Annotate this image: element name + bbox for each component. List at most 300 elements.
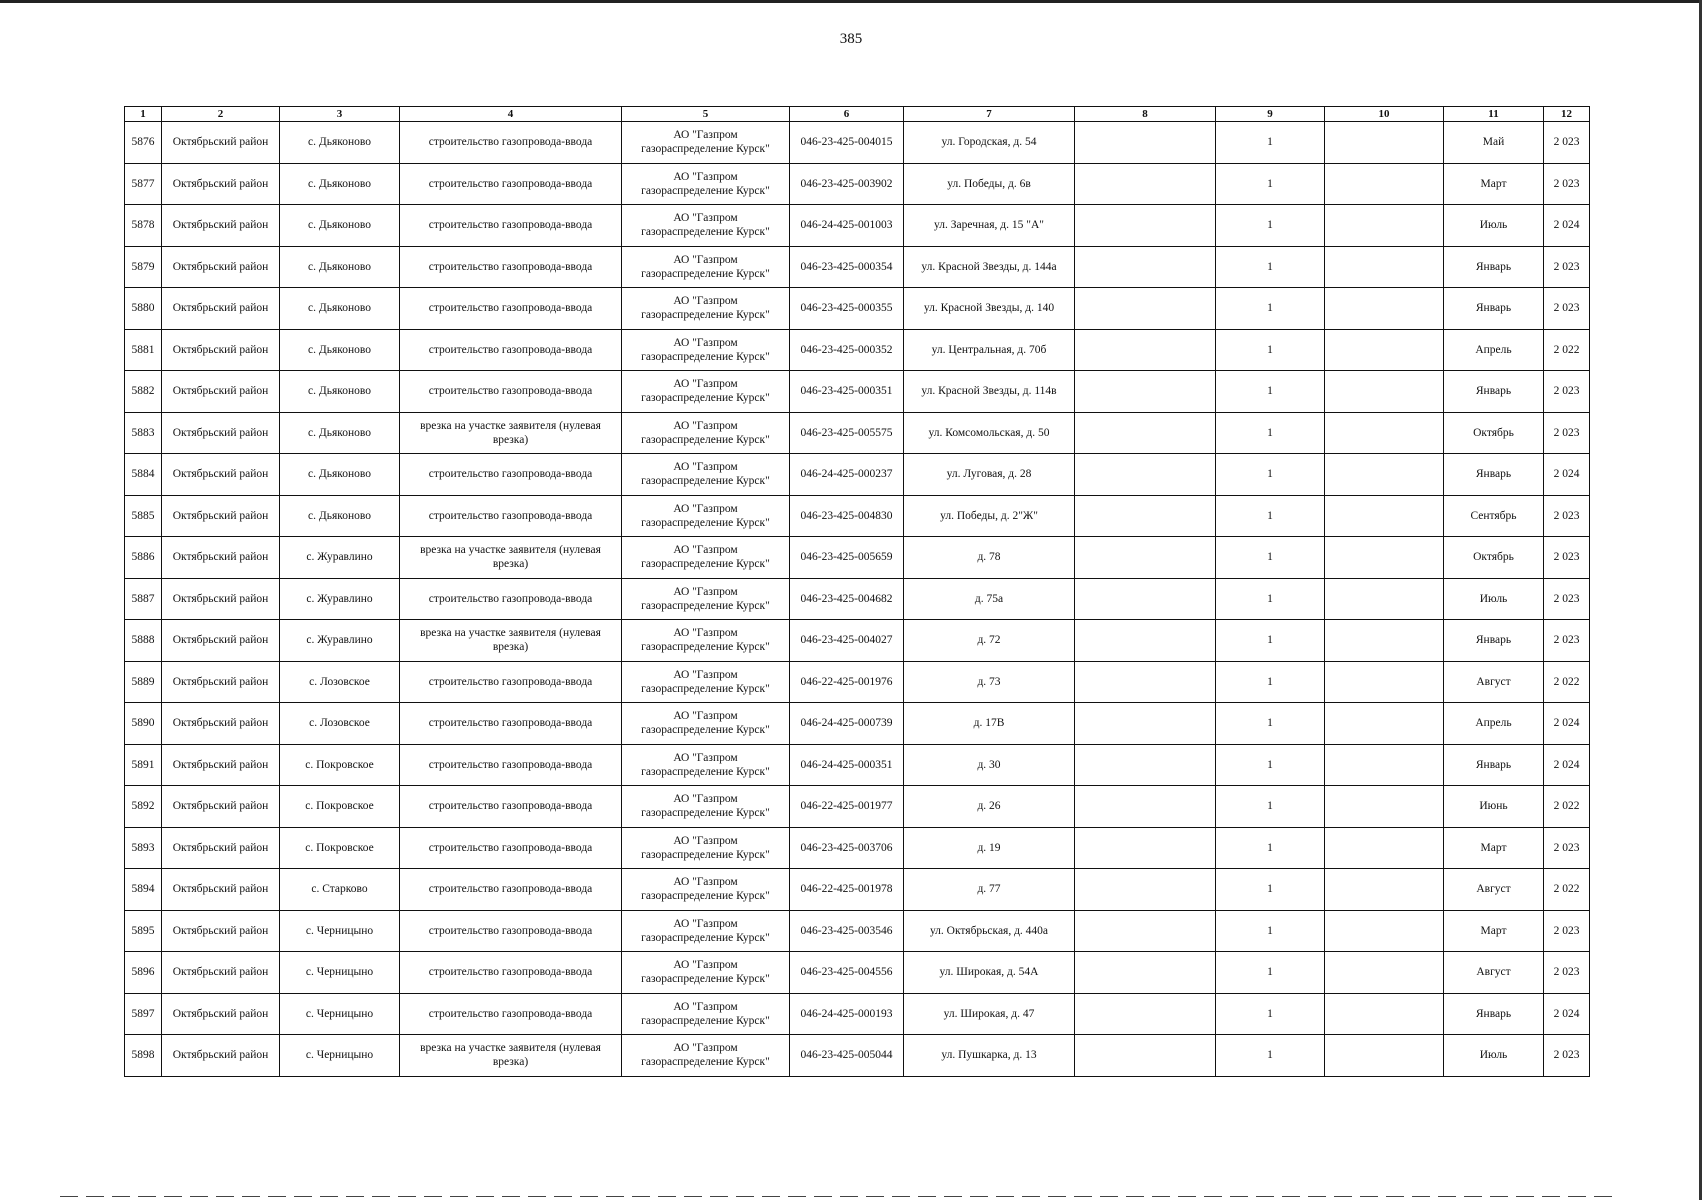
column-8-cell (1075, 412, 1216, 454)
year-cell: 2 022 (1544, 329, 1590, 371)
organization-line-2: газораспределение Курск" (641, 765, 770, 778)
organization-cell (622, 661, 790, 703)
column-8-cell (1075, 537, 1216, 579)
month-cell: Январь (1444, 620, 1544, 662)
application-code-cell: 046-22-425-001976 (790, 661, 904, 703)
address-cell: ул. Красной Звезды, д. 140 (904, 288, 1075, 330)
organization-line-2: газораспределение Курск" (641, 433, 770, 446)
column-8-cell (1075, 620, 1216, 662)
work-type-cell: строительство газопровода-ввода (400, 993, 622, 1035)
organization-line-2: газораспределение Курск" (641, 724, 770, 737)
quantity-cell: 1 (1216, 329, 1325, 371)
register-table (124, 106, 1590, 1077)
settlement-cell: с. Черницыно (280, 952, 400, 994)
month-cell: Январь (1444, 246, 1544, 288)
table-row (125, 827, 1590, 869)
organization-line-1: АО "Газпром (673, 751, 738, 764)
month-cell: Январь (1444, 993, 1544, 1035)
organization-cell (622, 412, 790, 454)
settlement-cell: с. Дьяконово (280, 371, 400, 413)
address-cell: ул. Победы, д. 6в (904, 163, 1075, 205)
application-code-cell: 046-23-425-003902 (790, 163, 904, 205)
settlement-cell: с. Лозовское (280, 661, 400, 703)
district-cell: Октябрьский район (162, 869, 280, 911)
table-row (125, 246, 1590, 288)
organization-cell (622, 869, 790, 911)
settlement-cell: с. Дьяконово (280, 163, 400, 205)
column-header: 2 (162, 107, 280, 122)
row-number: 5891 (125, 744, 162, 786)
month-cell: Октябрь (1444, 412, 1544, 454)
table-row (125, 703, 1590, 745)
quantity-cell: 1 (1216, 495, 1325, 537)
organization-line-2: газораспределение Курск" (641, 641, 770, 654)
district-cell: Октябрьский район (162, 288, 280, 330)
year-cell: 2 023 (1544, 495, 1590, 537)
month-cell: Июль (1444, 1035, 1544, 1077)
address-cell: д. 26 (904, 786, 1075, 828)
quantity-cell: 1 (1216, 412, 1325, 454)
settlement-cell: с. Дьяконово (280, 122, 400, 164)
settlement-cell: с. Покровское (280, 827, 400, 869)
organization-line-2: газораспределение Курск" (641, 516, 770, 529)
organization-line-1: АО "Газпром (673, 502, 738, 515)
district-cell: Октябрьский район (162, 744, 280, 786)
organization-line-1: АО "Газпром (673, 959, 738, 972)
settlement-cell: с. Старково (280, 869, 400, 911)
column-header: 8 (1075, 107, 1216, 122)
table-row (125, 993, 1590, 1035)
organization-line-2: газораспределение Курск" (641, 973, 770, 986)
table-row (125, 122, 1590, 164)
district-cell: Октябрьский район (162, 827, 280, 869)
organization-cell (622, 454, 790, 496)
column-8-cell (1075, 993, 1216, 1035)
settlement-cell: с. Покровское (280, 786, 400, 828)
quantity-cell: 1 (1216, 993, 1325, 1035)
district-cell: Октябрьский район (162, 495, 280, 537)
organization-cell (622, 122, 790, 164)
month-cell: Март (1444, 827, 1544, 869)
application-code-cell: 046-23-425-003546 (790, 910, 904, 952)
table-row (125, 371, 1590, 413)
address-cell: ул. Октябрьская, д. 440а (904, 910, 1075, 952)
quantity-cell: 1 (1216, 1035, 1325, 1077)
settlement-cell: с. Лозовское (280, 703, 400, 745)
month-cell: Август (1444, 952, 1544, 994)
year-cell: 2 022 (1544, 869, 1590, 911)
row-number: 5882 (125, 371, 162, 413)
work-type-cell: строительство газопровода-ввода (400, 246, 622, 288)
table-row (125, 910, 1590, 952)
application-code-cell: 046-23-425-005044 (790, 1035, 904, 1077)
month-cell: Март (1444, 910, 1544, 952)
work-type-cell: строительство газопровода-ввода (400, 205, 622, 247)
column-10-cell (1325, 952, 1444, 994)
organization-line-1: АО "Газпром (673, 917, 738, 930)
address-cell: ул. Широкая, д. 54А (904, 952, 1075, 994)
address-cell: ул. Победы, д. 2"Ж" (904, 495, 1075, 537)
work-type-cell: строительство газопровода-ввода (400, 163, 622, 205)
organization-line-2: газораспределение Курск" (641, 143, 770, 156)
settlement-cell: с. Дьяконово (280, 495, 400, 537)
district-cell: Октябрьский район (162, 122, 280, 164)
year-cell: 2 023 (1544, 620, 1590, 662)
register-body (125, 122, 1590, 1077)
table-row (125, 205, 1590, 247)
settlement-cell: с. Журавлино (280, 620, 400, 662)
address-cell: д. 78 (904, 537, 1075, 579)
address-cell: ул. Красной Звезды, д. 144а (904, 246, 1075, 288)
row-number: 5885 (125, 495, 162, 537)
work-type-cell: строительство газопровода-ввода (400, 952, 622, 994)
organization-cell (622, 288, 790, 330)
column-10-cell (1325, 246, 1444, 288)
column-10-cell (1325, 122, 1444, 164)
address-cell: ул. Пушкарка, д. 13 (904, 1035, 1075, 1077)
settlement-cell: с. Черницыно (280, 910, 400, 952)
column-header: 6 (790, 107, 904, 122)
year-cell: 2 024 (1544, 205, 1590, 247)
month-cell: Январь (1444, 371, 1544, 413)
work-type-cell: строительство газопровода-ввода (400, 744, 622, 786)
organization-cell (622, 703, 790, 745)
application-code-cell: 046-22-425-001978 (790, 869, 904, 911)
quantity-cell: 1 (1216, 786, 1325, 828)
row-number: 5897 (125, 993, 162, 1035)
application-code-cell: 046-23-425-000355 (790, 288, 904, 330)
settlement-cell: с. Дьяконово (280, 454, 400, 496)
district-cell: Октябрьский район (162, 578, 280, 620)
table-row (125, 495, 1590, 537)
organization-line-1: АО "Газпром (673, 627, 738, 640)
address-cell: ул. Городская, д. 54 (904, 122, 1075, 164)
column-8-cell (1075, 827, 1216, 869)
organization-cell (622, 993, 790, 1035)
organization-cell (622, 329, 790, 371)
year-cell: 2 023 (1544, 288, 1590, 330)
year-cell: 2 022 (1544, 786, 1590, 828)
column-8-cell (1075, 578, 1216, 620)
settlement-cell: с. Дьяконово (280, 205, 400, 247)
year-cell: 2 024 (1544, 993, 1590, 1035)
row-number: 5877 (125, 163, 162, 205)
column-10-cell (1325, 869, 1444, 911)
quantity-cell: 1 (1216, 163, 1325, 205)
year-cell: 2 023 (1544, 910, 1590, 952)
district-cell: Октябрьский район (162, 454, 280, 496)
table-row (125, 744, 1590, 786)
row-number: 5879 (125, 246, 162, 288)
column-8-cell (1075, 869, 1216, 911)
column-8-cell (1075, 246, 1216, 288)
quantity-cell: 1 (1216, 578, 1325, 620)
organization-line-2: газораспределение Курск" (641, 848, 770, 861)
quantity-cell: 1 (1216, 205, 1325, 247)
column-header-row (125, 107, 1590, 122)
organization-line-2: газораспределение Курск" (641, 184, 770, 197)
column-8-cell (1075, 495, 1216, 537)
month-cell: Май (1444, 122, 1544, 164)
application-code-cell: 046-24-425-000351 (790, 744, 904, 786)
table-row (125, 454, 1590, 496)
row-number: 5894 (125, 869, 162, 911)
month-cell: Январь (1444, 454, 1544, 496)
organization-cell (622, 952, 790, 994)
column-8-cell (1075, 329, 1216, 371)
table-row (125, 329, 1590, 371)
month-cell: Апрель (1444, 703, 1544, 745)
address-cell: ул. Комсомольская, д. 50 (904, 412, 1075, 454)
organization-line-1: АО "Газпром (673, 876, 738, 889)
organization-cell (622, 537, 790, 579)
district-cell: Октябрьский район (162, 786, 280, 828)
application-code-cell: 046-23-425-005575 (790, 412, 904, 454)
address-cell: ул. Красной Звезды, д. 114в (904, 371, 1075, 413)
column-header: 4 (400, 107, 622, 122)
year-cell: 2 023 (1544, 952, 1590, 994)
organization-line-2: газораспределение Курск" (641, 392, 770, 405)
column-header: 12 (1544, 107, 1590, 122)
organization-line-1: АО "Газпром (673, 336, 738, 349)
column-8-cell (1075, 163, 1216, 205)
column-10-cell (1325, 537, 1444, 579)
scan-bottom-edge (60, 1196, 1620, 1197)
table-row (125, 163, 1590, 205)
table-row (125, 288, 1590, 330)
year-cell: 2 023 (1544, 1035, 1590, 1077)
quantity-cell: 1 (1216, 537, 1325, 579)
column-10-cell (1325, 910, 1444, 952)
column-8-cell (1075, 1035, 1216, 1077)
work-type-cell: строительство газопровода-ввода (400, 827, 622, 869)
district-cell: Октябрьский район (162, 910, 280, 952)
work-type-cell: врезка на участке заявителя (нулевая врезка) (400, 537, 622, 579)
application-code-cell: 046-24-425-001003 (790, 205, 904, 247)
column-10-cell (1325, 329, 1444, 371)
district-cell: Октябрьский район (162, 246, 280, 288)
column-10-cell (1325, 412, 1444, 454)
address-cell: ул. Центральная, д. 70б (904, 329, 1075, 371)
column-8-cell (1075, 122, 1216, 164)
work-type-cell: врезка на участке заявителя (нулевая врезка) (400, 1035, 622, 1077)
year-cell: 2 024 (1544, 744, 1590, 786)
address-cell: д. 75а (904, 578, 1075, 620)
organization-line-1: АО "Газпром (673, 793, 738, 806)
column-10-cell (1325, 288, 1444, 330)
organization-line-2: газораспределение Курск" (641, 1056, 770, 1069)
year-cell: 2 023 (1544, 163, 1590, 205)
organization-line-2: газораспределение Курск" (641, 350, 770, 363)
address-cell: д. 72 (904, 620, 1075, 662)
organization-cell (622, 910, 790, 952)
column-10-cell (1325, 827, 1444, 869)
table-row (125, 537, 1590, 579)
column-header: 1 (125, 107, 162, 122)
scan-border-top (0, 0, 1702, 3)
organization-cell (622, 744, 790, 786)
application-code-cell: 046-23-425-004830 (790, 495, 904, 537)
settlement-cell: с. Дьяконово (280, 412, 400, 454)
row-number: 5892 (125, 786, 162, 828)
work-type-cell: строительство газопровода-ввода (400, 371, 622, 413)
quantity-cell: 1 (1216, 454, 1325, 496)
row-number: 5884 (125, 454, 162, 496)
row-number: 5893 (125, 827, 162, 869)
column-10-cell (1325, 620, 1444, 662)
organization-line-1: АО "Газпром (673, 834, 738, 847)
work-type-cell: строительство газопровода-ввода (400, 910, 622, 952)
month-cell: Сентябрь (1444, 495, 1544, 537)
work-type-cell: строительство газопровода-ввода (400, 578, 622, 620)
column-8-cell (1075, 288, 1216, 330)
organization-line-1: АО "Газпром (673, 461, 738, 474)
column-10-cell (1325, 578, 1444, 620)
year-cell: 2 024 (1544, 454, 1590, 496)
organization-cell (622, 246, 790, 288)
quantity-cell: 1 (1216, 288, 1325, 330)
column-10-cell (1325, 454, 1444, 496)
work-type-cell: врезка на участке заявителя (нулевая врезка) (400, 412, 622, 454)
column-8-cell (1075, 952, 1216, 994)
district-cell: Октябрьский район (162, 952, 280, 994)
column-header: 7 (904, 107, 1075, 122)
table-row (125, 412, 1590, 454)
column-10-cell (1325, 993, 1444, 1035)
column-10-cell (1325, 205, 1444, 247)
district-cell: Октябрьский район (162, 1035, 280, 1077)
month-cell: Август (1444, 661, 1544, 703)
month-cell: Август (1444, 869, 1544, 911)
column-header: 3 (280, 107, 400, 122)
organization-line-2: газораспределение Курск" (641, 931, 770, 944)
organization-line-2: газораспределение Курск" (641, 226, 770, 239)
column-8-cell (1075, 454, 1216, 496)
address-cell: д. 30 (904, 744, 1075, 786)
organization-line-2: газораспределение Курск" (641, 475, 770, 488)
organization-line-2: газораспределение Курск" (641, 309, 770, 322)
month-cell: Апрель (1444, 329, 1544, 371)
column-8-cell (1075, 703, 1216, 745)
table-row (125, 786, 1590, 828)
settlement-cell: с. Журавлино (280, 537, 400, 579)
column-10-cell (1325, 1035, 1444, 1077)
organization-line-2: газораспределение Курск" (641, 267, 770, 280)
column-header: 5 (622, 107, 790, 122)
settlement-cell: с. Черницыно (280, 1035, 400, 1077)
application-code-cell: 046-24-425-000237 (790, 454, 904, 496)
settlement-cell: с. Дьяконово (280, 246, 400, 288)
year-cell: 2 023 (1544, 122, 1590, 164)
settlement-cell: с. Журавлино (280, 578, 400, 620)
address-cell: д. 19 (904, 827, 1075, 869)
row-number: 5876 (125, 122, 162, 164)
table-row (125, 952, 1590, 994)
quantity-cell: 1 (1216, 827, 1325, 869)
column-10-cell (1325, 495, 1444, 537)
quantity-cell: 1 (1216, 620, 1325, 662)
column-10-cell (1325, 703, 1444, 745)
month-cell: Январь (1444, 744, 1544, 786)
organization-cell (622, 827, 790, 869)
month-cell: Октябрь (1444, 537, 1544, 579)
district-cell: Октябрьский район (162, 537, 280, 579)
column-10-cell (1325, 786, 1444, 828)
work-type-cell: строительство газопровода-ввода (400, 661, 622, 703)
address-cell: ул. Заречная, д. 15 "А" (904, 205, 1075, 247)
row-number: 5890 (125, 703, 162, 745)
table-row (125, 661, 1590, 703)
district-cell: Октябрьский район (162, 703, 280, 745)
organization-line-2: газораспределение Курск" (641, 599, 770, 612)
organization-line-1: АО "Газпром (673, 668, 738, 681)
row-number: 5886 (125, 537, 162, 579)
address-cell: д. 17В (904, 703, 1075, 745)
work-type-cell: строительство газопровода-ввода (400, 329, 622, 371)
organization-line-1: АО "Газпром (673, 378, 738, 391)
organization-cell (622, 495, 790, 537)
organization-cell (622, 578, 790, 620)
application-code-cell: 046-23-425-004015 (790, 122, 904, 164)
settlement-cell: с. Дьяконово (280, 288, 400, 330)
organization-line-2: газораспределение Курск" (641, 807, 770, 820)
application-code-cell: 046-23-425-000352 (790, 329, 904, 371)
work-type-cell: врезка на участке заявителя (нулевая врезка) (400, 620, 622, 662)
quantity-cell: 1 (1216, 122, 1325, 164)
row-number: 5898 (125, 1035, 162, 1077)
row-number: 5896 (125, 952, 162, 994)
organization-cell (622, 620, 790, 662)
organization-line-2: газораспределение Курск" (641, 890, 770, 903)
application-code-cell: 046-23-425-004027 (790, 620, 904, 662)
row-number: 5883 (125, 412, 162, 454)
work-type-cell: строительство газопровода-ввода (400, 122, 622, 164)
organization-line-1: АО "Газпром (673, 212, 738, 225)
month-cell: Июнь (1444, 786, 1544, 828)
application-code-cell: 046-23-425-004556 (790, 952, 904, 994)
organization-cell (622, 1035, 790, 1077)
organization-cell (622, 786, 790, 828)
settlement-cell: с. Черницыно (280, 993, 400, 1035)
settlement-cell: с. Дьяконово (280, 329, 400, 371)
quantity-cell: 1 (1216, 744, 1325, 786)
month-cell: Июль (1444, 578, 1544, 620)
row-number: 5881 (125, 329, 162, 371)
work-type-cell: строительство газопровода-ввода (400, 454, 622, 496)
application-code-cell: 046-24-425-000193 (790, 993, 904, 1035)
column-10-cell (1325, 371, 1444, 413)
district-cell: Октябрьский район (162, 163, 280, 205)
organization-line-1: АО "Газпром (673, 170, 738, 183)
page-number: 385 (839, 31, 863, 47)
column-header: 9 (1216, 107, 1325, 122)
month-cell: Март (1444, 163, 1544, 205)
address-cell: ул. Широкая, д. 47 (904, 993, 1075, 1035)
year-cell: 2 023 (1544, 371, 1590, 413)
year-cell: 2 023 (1544, 578, 1590, 620)
work-type-cell: строительство газопровода-ввода (400, 495, 622, 537)
row-number: 5888 (125, 620, 162, 662)
organization-line-1: АО "Газпром (673, 129, 738, 142)
district-cell: Октябрьский район (162, 329, 280, 371)
organization-line-2: газораспределение Курск" (641, 1014, 770, 1027)
organization-line-2: газораспределение Курск" (641, 558, 770, 571)
quantity-cell: 1 (1216, 952, 1325, 994)
year-cell: 2 023 (1544, 246, 1590, 288)
column-header: 11 (1444, 107, 1544, 122)
organization-line-1: АО "Газпром (673, 419, 738, 432)
organization-line-1: АО "Газпром (673, 1000, 738, 1013)
